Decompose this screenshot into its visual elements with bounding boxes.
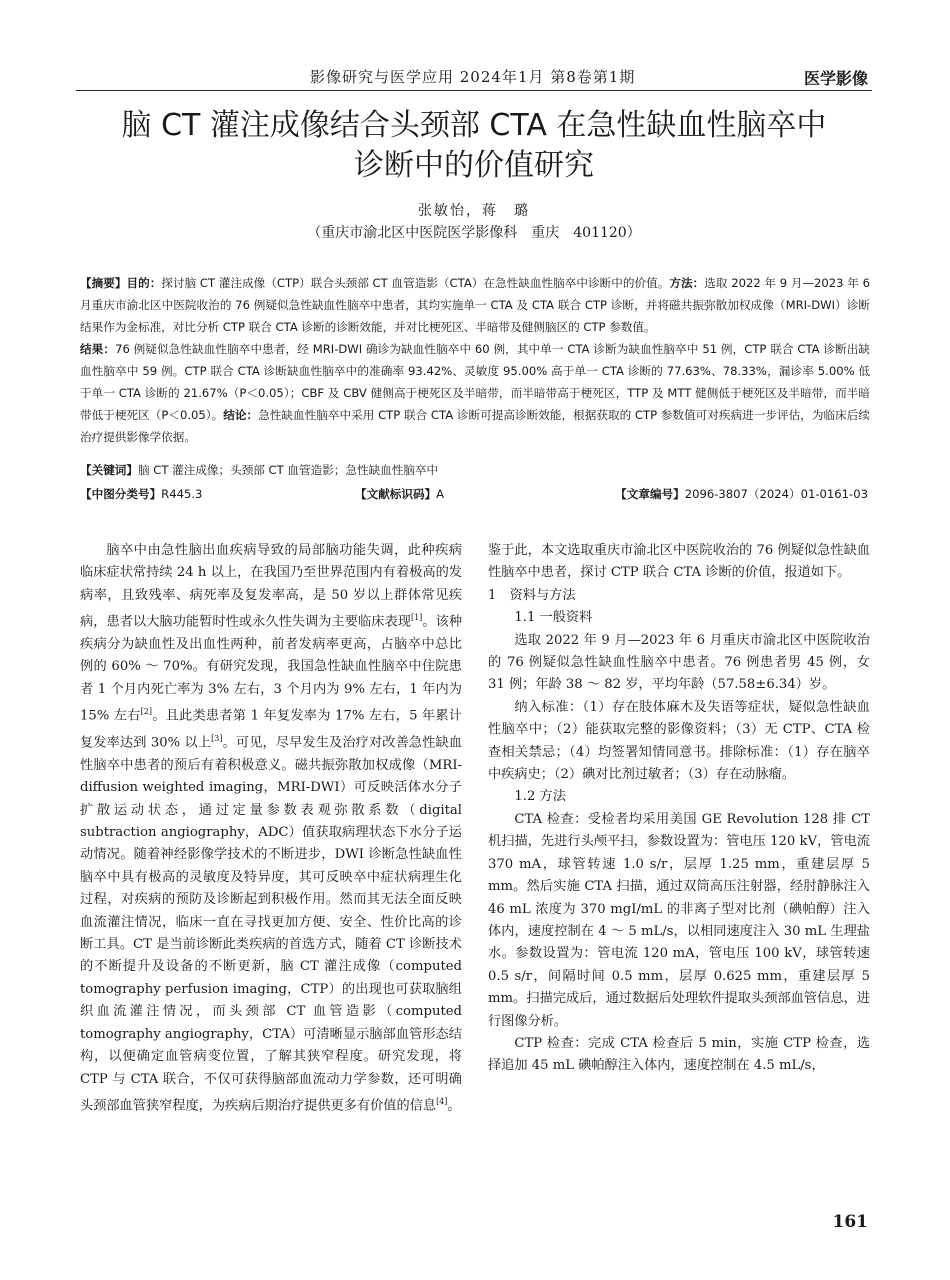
keywords-text: 脑 CT 灌注成像；头颈部 CT 血管造影；急性缺血性脑卒中: [137, 463, 439, 477]
subsection-heading: 1.2 方法: [514, 789, 566, 805]
abstract: [80, 272, 870, 448]
keywords-label: 【关键词】: [80, 463, 138, 477]
header-rule: [76, 90, 872, 91]
citation: [1]: [410, 613, 423, 623]
article-no-value: 2096-3807（2024）01-0161-03: [684, 487, 868, 501]
methods-text: 选取 2022 年 9 月—2023 年 6 月重庆市渝北区中医院收治的 76 例疑似急性缺血性脑卒中患者，其均实施单一 CTA 及 CTA 联合 CTP 诊断，并将磁共振弥散加权成像（MRI-DWI）诊断结果作为金标准，对比分析 CTP 联合 CTA 诊断的诊断效能，并对比梗死区、半暗带及健侧脑区的 CTP 参数值。: [80, 276, 870, 334]
title-line-2: 诊断中的价值研究: [354, 148, 594, 183]
keywords: [80, 462, 870, 478]
classification: [80, 486, 202, 502]
body-text: 脑卒中由急性脑出血疾病导致的局部脑功能失调，此种疾病临床症状常持续 24 h 以上，在我国乃至世界范围内有着极高的发病率，且致残率、病死率及复发率高，是 50 岁以上群体常见疾病，患者以大脑功能暂时性或永久性失调为主要临床表现: [80, 543, 462, 630]
body-text: 。: [447, 1098, 461, 1114]
doc-code-label: 【文献标识码】: [355, 487, 437, 501]
affiliation: （重庆市渝北区中医院医学影像科 重庆 401120）: [307, 225, 641, 241]
doc-code-value: A: [436, 487, 445, 501]
methods-label: 方法：: [669, 276, 705, 290]
body-text: 。该种疾病分为缺血性及出血性两种，前者发病率更高，占脑卒中总比例的 60% ～ 70%。有研究发现，我国急性缺血性脑卒中住院患者 1 个月内死亡率为 3% 左右，3 个月内为 9% 左右，1 年内为 15% 左右: [80, 614, 463, 724]
page-number: 161: [832, 1212, 868, 1232]
body-paragraph: CTA 检查：受检者均采用美国 GE Revolution 128 排 CT 机扫描，先进行头颅平扫，参数设置为：管电压 120 kV，管电流 370 mA，球管转速 1.0 s/r，层厚 1.25 mm，重建层厚 5 mm。然后实施 CTA 扫描，通过双筒高压注射器，经肘静脉注入 46 mL 浓度为 370 mgI/mL 的非离子型对比剂（碘帕醇）注入体内，速度控制在 4 ～ 5 mL/s，以相同速度注入 30 mL 生理盐水。参数设置为：管电流 120 mA，管电压 100 kV，球管转速 0.5 s/r，间隔时间 0.5 mm，层厚 0.625 mm，重建层厚 5 mm。扫描完成后，通过数据后处理软件提取头颈部血管信息，进行图像分析。: [488, 811, 870, 1029]
results-label: 结果：: [80, 342, 116, 356]
citation: [4]: [436, 1096, 448, 1106]
abstract-label: 【摘要】: [80, 276, 127, 290]
title-line-1: 脑 CT 灌注成像结合头颈部 CTA 在急性缺血性脑卒中: [121, 108, 827, 143]
article-number: [615, 486, 868, 502]
body-paragraph: [80, 540, 462, 1118]
body-text: 。可见，尽早发生及治疗对改善急性缺血性脑卒中患者的预后有着积极意义。磁共振弥散加权成像（MRI-diffusion weighted imaging，MRI-DWI）可反映活体水分子扩散运动状态，通过定量参数表观弥散系数（digital subtraction angiography，ADC）值获取病理状态下水分子运动情况。随着神经影像学技术的不断进步，DWI 诊断急性缺血性脑卒中具有极高的灵敏度及特异度，其可反映卒中症状病理生化过程，对疾病的预防及诊断起到积极作用。然而其无法全面反映血流灌注情况，临床一直在寻找更加方便、安全、性价比高的诊断工具。CT 是当前诊断此类疾病的首选方式，随着 CT 诊断技术的不断提升及设备的不断更新，脑 CT 灌注成像（computed tomography perfusion imaging，CTP）的出现也可获取脑组织血流灌注情况，而头颈部 CT 血管造影（computed tomography angiography，CTA）可清晰显示脑部血管形态结构，以便确定血管病变位置，了解其狭窄程度。研究发现，将 CTP 与 CTA 联合，不仅可获得脑部血流动力学参数，还可明确头颈部血管狭窄程度，为疾病后期治疗提供更多有价值的信息: [80, 735, 463, 1114]
conclusion-text: 急性缺血性脑卒中采用 CTP 联合 CTA 诊断可提高诊断效能，根据获取的 CTP 参数值可对疾病进一步评估，为临床后续治疗提供影像学依据。: [80, 408, 870, 444]
body-paragraph: CTP 检查：完成 CTA 检查后 5 min，实施 CTP 检查，选择追加 45 mL 碘帕醇注入体内，速度控制在 4.5 mL/s，: [488, 1035, 870, 1074]
objective-label: 目的：: [126, 276, 162, 290]
article-no-label: 【文章编号】: [615, 487, 685, 501]
section-label: 医学影像: [803, 69, 868, 88]
classification-label: 【中图分类号】: [80, 487, 162, 501]
document-code: [355, 486, 444, 502]
article-title: [76, 106, 872, 186]
citation: [2]: [140, 707, 152, 717]
citation: [3]: [211, 734, 223, 744]
classification-value: R445.3: [161, 487, 203, 501]
subsection-heading: 1.1 一般资料: [514, 610, 593, 626]
right-column: [488, 540, 870, 1078]
results-text: 76 例疑似急性缺血性脑卒中患者，经 MRI-DWI 确诊为缺血性脑卒中 60 例，其中单一 CTA 诊断为缺血性脑卒中 51 例，CTP 联合 CTA 诊断出缺血性脑卒中 59 例。CTP 联合 CTA 诊断缺血性脑卒中的准确率 93.42%、灵敏度 95.00% 高于单一 CTA 诊断的 77.63%、78.33%，漏诊率 5.00% 低于单一 CTA 诊断的 21.67%（P＜0.05）；CBF 及 CBV 健侧高于梗死区及半暗带，而半暗带高于梗死区，TTP 及 MTT 健侧低于梗死区及半暗带，而半暗带低于梗死区（P＜0.05）。: [80, 342, 870, 422]
journal-header: 影像研究与医学应用 2024年1月 第8卷第1期: [310, 68, 636, 86]
left-column: [80, 540, 462, 1118]
body-paragraph: 鉴于此，本文选取重庆市渝北区中医院收治的 76 例疑似急性缺血性脑卒中患者，探讨 CTP 联合 CTA 诊断的价值，报道如下。: [488, 543, 870, 581]
section-heading: 1 资料与方法: [488, 587, 576, 603]
conclusion-label: 结论：: [223, 408, 259, 422]
body-paragraph: 纳入标准：（1）存在肢体麻木及失语等症状，疑似急性缺血性脑卒中；（2）能获取完整的影像资料；（3）无 CTP、CTA 检查相关禁忌；（4）均签署知情同意书。排除标准：（1）存在脑卒中疾病史；（2）碘对比剂过敏者；（3）存在动脉瘤。: [488, 699, 870, 783]
authors: 张敏怡，蒋 璐: [418, 203, 530, 219]
objective-text: 探讨脑 CT 灌注成像（CTP）联合头颈部 CT 血管造影（CTA）在急性缺血性脑卒中诊断中的价值。: [161, 276, 670, 290]
body-text: 。且此类患者第 1 年复发率为 17% 左右，5 年累计复发率达到 30% 以上: [80, 708, 462, 751]
body-paragraph: 选取 2022 年 9 月—2023 年 6 月重庆市渝北区中医院收治的 76 例疑似急性缺血性脑卒中患者。76 例患者男 45 例，女 31 例；年龄 38 ～ 82 岁，平均年龄（57.58±6.34）岁。: [488, 632, 870, 693]
